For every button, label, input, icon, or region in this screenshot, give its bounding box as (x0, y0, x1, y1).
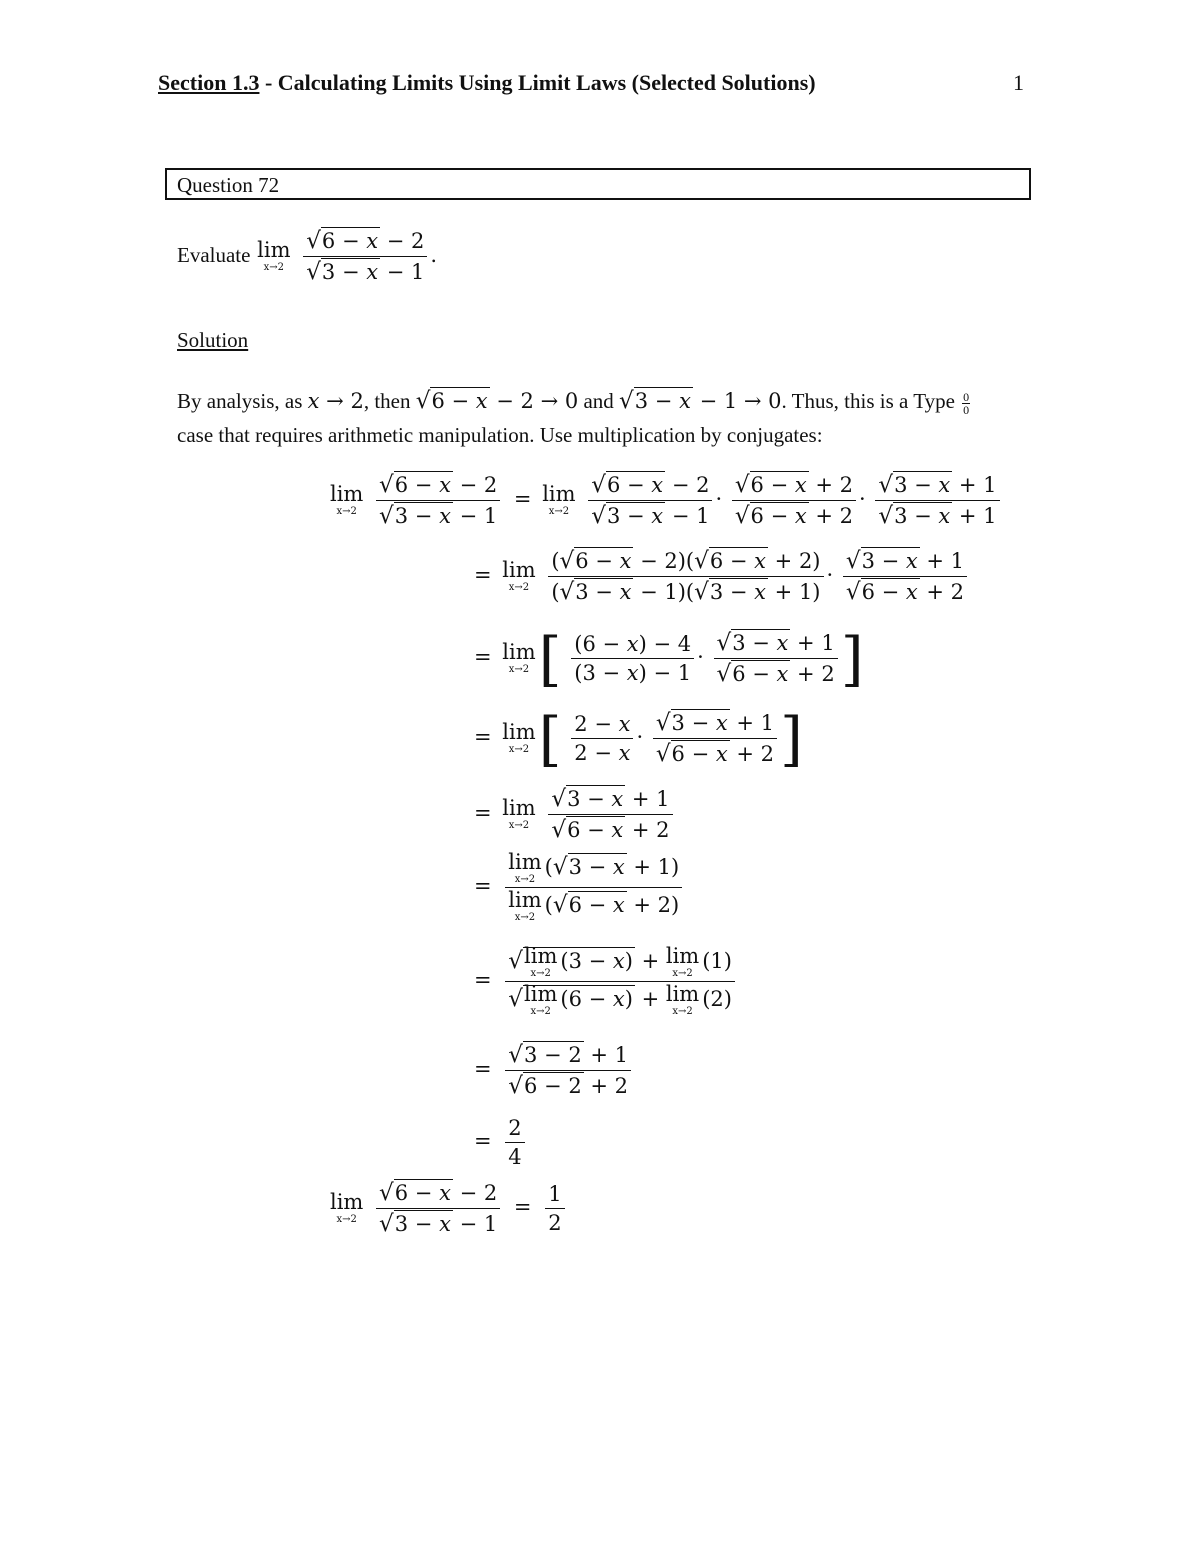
derivation-step-4: = lim x→2 [ $\frac{2 - x}{2 - x}$ · $\frac{√3 - x + 1}{√6 - x + 2}$ ] (474, 704, 803, 773)
solution-heading: Solution (177, 328, 249, 352)
page-number: 1 (1013, 70, 1024, 95)
derivation-step-1: lim x→2 $\frac{√6 - x - 2}{√3 - x - 1}$ = lim x→2 $\frac{√6 - x - 2}{√3 - x - 1}$ · $\frac{√6 - x + 2}{√6 - x + 2}$ · $\frac{√3 - x + 1}{√3 - x + 1}$ (330, 472, 1003, 529)
section-number: Section 1.3 (158, 70, 260, 95)
type-zero-over-zero: $\frac{0}{0}$ (963, 389, 970, 417)
derivation-step-7: = √ lim x→2 (3 − x) + lim x→2 (1) √ lim x→2 (6 − x) + lim x→2 (2) (470, 946, 738, 1017)
text-line-2: case that requires arithmetic manipulation. Use multiplication by conjugates: (177, 423, 823, 447)
question-statement: Evaluate lim x→2 $\frac{√6 - x - 2}{√3 - x - 1}$ . (177, 228, 438, 285)
math-den-to-zero: √3 − x − 1 → 0 (619, 388, 782, 414)
limit-operator: lim x→2 (257, 238, 291, 273)
page-header (158, 70, 1024, 96)
evaluate-label: Evaluate (177, 243, 251, 267)
question-label-box (165, 168, 1031, 200)
derivation-step-3: = lim x→2 [ $\frac{(6 - x) - 4}{(3 - x) - 1}$ · $\frac{√3 - x + 1}{√6 - x + 2}$ ] (474, 624, 864, 693)
math-num-to-zero: √6 − x − 2 → 0 (415, 388, 579, 414)
derivation-step-9: = $\frac{2}{4}$ (470, 1116, 528, 1169)
derivation-step-8: = $\frac{√3 - 2 + 1}{√6 - 2 + 2}$ (470, 1042, 634, 1099)
solution-paragraph (177, 384, 1037, 452)
derivation-step-5: = lim x→2 $\frac{√3 - x + 1}{√6 - x + 2}$ (470, 786, 676, 843)
derivation-step-2: = lim x→2 $\frac{(√6 - x - 2)(√6 - x + 2)}{(√3 - x - 1)(√3 - x + 1)}$ · $\frac{√3 - x + 1}{√6 - x + 2}$ (470, 548, 970, 605)
text-by-analysis: By analysis, as (177, 389, 303, 413)
section-title: - Calculating Limits Using Limit Laws (Selected Solutions) (259, 70, 816, 95)
derivation-step-6: = lim x→2 (√3 − x + 1) lim x→2 (√6 − x + 2) (470, 852, 685, 923)
text-and: and (583, 389, 614, 413)
math-x-to-2: x → 2 (307, 389, 364, 413)
text-thus: . Thus, this is a Type (781, 389, 955, 413)
text-then: , then (363, 389, 411, 413)
question-fraction: $\frac{√6 - x - 2}{√3 - x - 1}$ (303, 228, 427, 285)
question-label: Question 72 (177, 173, 280, 197)
derivation-result: lim x→2 $\frac{√6 - x - 2}{√3 - x - 1}$ = $\frac{1}{2}$ (330, 1180, 568, 1237)
